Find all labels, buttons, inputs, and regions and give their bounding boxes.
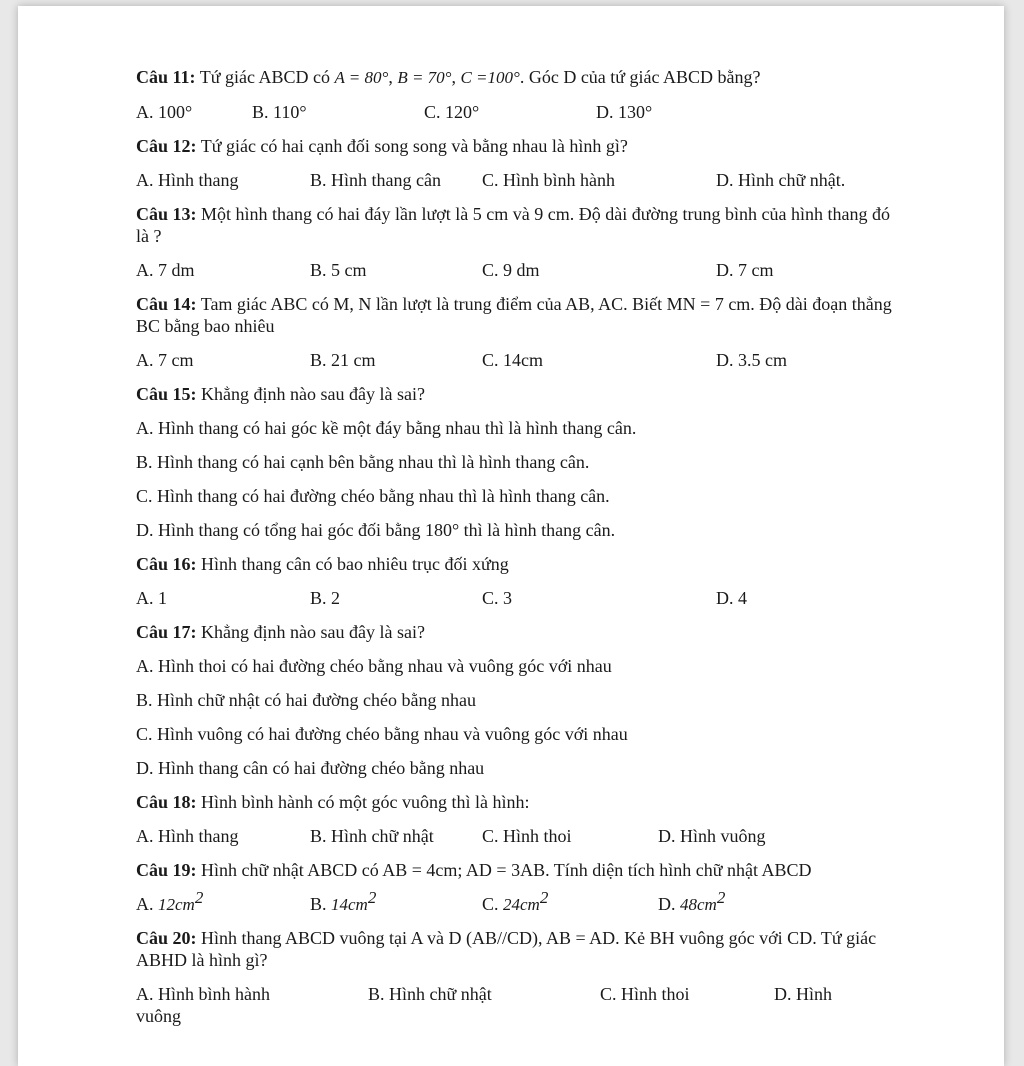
question-11-options: [136, 101, 896, 123]
angle-a: A = 80°: [334, 68, 389, 87]
option-exponent: 2: [194, 888, 204, 907]
option-c: C. 9 dm: [482, 260, 540, 280]
option-exponent: 2: [539, 888, 549, 907]
option-b: [310, 888, 377, 916]
statement-b: B. Hình chữ nhật có hai đường chéo bằng nhau: [136, 690, 476, 710]
option-prefix: C.: [482, 894, 499, 914]
question-19-options: [136, 888, 896, 915]
option-exponent: 2: [367, 888, 377, 907]
question-19-stem: [136, 859, 896, 881]
option-d: D. 130°: [596, 102, 653, 122]
option-d: D. Hình chữ nhật.: [716, 170, 846, 190]
option-a: A. 7 cm: [136, 350, 194, 370]
separator: ,: [451, 67, 461, 87]
option-a: A. Hình bình hành: [136, 984, 270, 1004]
question-15-stem: [136, 383, 896, 405]
option-b: B. 5 cm: [310, 260, 367, 280]
option-exponent: 2: [716, 888, 726, 907]
question-16-label: Câu 16:: [136, 554, 197, 574]
option-d: D. Hình: [774, 984, 832, 1004]
question-12-options: [136, 169, 896, 191]
option-b: B. Hình chữ nhật: [368, 984, 492, 1004]
question-11-label: Câu 11:: [136, 67, 196, 87]
option-a: A. Hình thang: [136, 170, 239, 190]
question-17-stem: [136, 621, 896, 643]
statement-c: C. Hình thang có hai đường chéo bằng nhau thì là hình thang cân.: [136, 486, 610, 506]
option-a: A. 7 dm: [136, 260, 195, 280]
document-page: [18, 6, 1004, 1066]
option-d: [658, 888, 726, 916]
option-c: C. Hình thoi: [482, 826, 572, 846]
angle-b: B = 70°: [397, 68, 452, 87]
option-a: A. 100°: [136, 102, 193, 122]
option-a: [136, 888, 204, 916]
question-13-options: [136, 259, 896, 281]
option-b: B. Hình chữ nhật: [310, 826, 434, 846]
question-17-text: Khẳng định nào sau đây là sai?: [201, 622, 425, 642]
option-value: 14cm: [331, 895, 368, 914]
question-19-text: Hình chữ nhật ABCD có AB = 4cm; AD = 3AB. Tính diện tích hình chữ nhật ABCD: [201, 860, 812, 880]
question-19-label: Câu 19:: [136, 860, 197, 880]
question-14-label: Câu 14:: [136, 294, 197, 314]
option-b: B. 21 cm: [310, 350, 376, 370]
question-20-label: Câu 20:: [136, 928, 197, 948]
option-prefix: A.: [136, 894, 154, 914]
option-c: [482, 888, 549, 916]
question-12-stem: [136, 135, 896, 157]
question-18-stem: [136, 791, 896, 813]
separator: ,: [388, 67, 398, 87]
question-13-label: Câu 13:: [136, 204, 197, 224]
question-12-label: Câu 12:: [136, 136, 197, 156]
question-20-stem: [136, 927, 896, 971]
question-11-text-end: . Góc D của tứ giác ABCD bằng?: [519, 67, 761, 87]
statement-b: B. Hình thang có hai cạnh bên bằng nhau thì là hình thang cân.: [136, 452, 590, 472]
question-18-options: [136, 825, 896, 847]
question-14-text: Tam giác ABC có M, N lần lượt là trung điểm của AB, AC. Biết MN = 7 cm. Độ dài đoạn thẳng BC bằng bao nhiêu: [136, 294, 892, 336]
question-15-label: Câu 15:: [136, 384, 197, 404]
option-value: 48cm: [680, 895, 717, 914]
option-d: D. 3.5 cm: [716, 350, 787, 370]
question-20-text: Hình thang ABCD vuông tại A và D (AB//CD), AB = AD. Kẻ BH vuông góc với CD. Tứ giác ABHD là hình gì?: [136, 928, 877, 970]
option-b: B. 110°: [252, 102, 307, 122]
option-c: C. Hình bình hành: [482, 170, 615, 190]
option-wrap-text: vuông: [136, 1006, 181, 1026]
option-prefix: B.: [310, 894, 327, 914]
option-c: C. Hình thoi: [600, 984, 690, 1004]
option-prefix: D.: [658, 894, 676, 914]
option-value: 12cm: [158, 895, 195, 914]
option-d: D. 7 cm: [716, 260, 774, 280]
question-17-label: Câu 17:: [136, 622, 197, 642]
statement-a: A. Hình thang có hai góc kề một đáy bằng nhau thì là hình thang cân.: [136, 418, 637, 438]
option-d: D. Hình vuông: [658, 826, 766, 846]
question-16-options: [136, 587, 896, 609]
question-list: [136, 66, 896, 1027]
option-c: C. 14cm: [482, 350, 543, 370]
option-c: C. 3: [482, 588, 513, 608]
question-13-text: Một hình thang có hai đáy lần lượt là 5 cm và 9 cm. Độ dài đường trung bình của hình thang đó là ?: [136, 204, 890, 246]
question-14-stem: [136, 293, 896, 337]
question-20-options: [136, 983, 896, 1005]
option-d: D. 4: [716, 588, 747, 608]
question-16-stem: [136, 553, 896, 575]
statement-a: A. Hình thoi có hai đường chéo bằng nhau và vuông góc với nhau: [136, 656, 612, 676]
question-15-text: Khẳng định nào sau đây là sai?: [201, 384, 425, 404]
question-11-text-part: Tứ giác ABCD có: [199, 67, 335, 87]
statement-d: D. Hình thang có tổng hai góc đối bằng 180° thì là hình thang cân.: [136, 520, 616, 540]
question-14-options: [136, 349, 896, 371]
angle-c: C =100°: [460, 68, 520, 87]
option-c: C. 120°: [424, 102, 480, 122]
question-18-text: Hình bình hành có một góc vuông thì là hình:: [201, 792, 530, 812]
question-13-stem: [136, 203, 896, 247]
option-a: A. 1: [136, 588, 167, 608]
question-18-label: Câu 18:: [136, 792, 197, 812]
statement-c: C. Hình vuông có hai đường chéo bằng nhau và vuông góc với nhau: [136, 724, 628, 744]
question-12-text: Tứ giác có hai cạnh đối song song và bằng nhau là hình gì?: [200, 136, 628, 156]
option-b: B. 2: [310, 588, 341, 608]
statement-d: D. Hình thang cân có hai đường chéo bằng nhau: [136, 758, 485, 778]
option-value: 24cm: [503, 895, 540, 914]
option-a: A. Hình thang: [136, 826, 239, 846]
option-b: B. Hình thang cân: [310, 170, 441, 190]
question-11-stem: [136, 66, 896, 89]
question-16-text: Hình thang cân có bao nhiêu trục đối xứng: [201, 554, 509, 574]
